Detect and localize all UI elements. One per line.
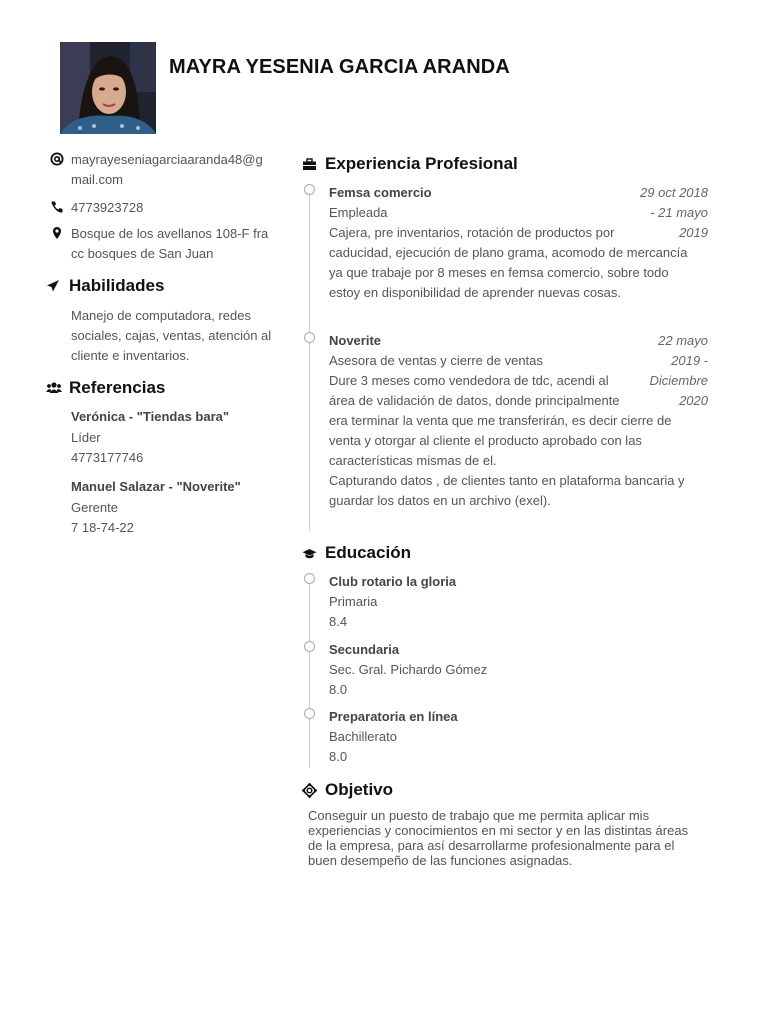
timeline-dot: [304, 641, 315, 652]
reference-item: [71, 477, 286, 538]
skills-title: Habilidades: [69, 276, 165, 295]
timeline-dot: [304, 573, 315, 584]
timeline-dot: [304, 184, 315, 195]
briefcase-icon: [302, 158, 325, 171]
education-item: [329, 572, 709, 632]
address-line: cc bosques de San Juan: [71, 246, 214, 261]
date-line: 29 oct 2018: [640, 185, 708, 200]
references-title: Referencias: [69, 378, 166, 397]
reference-phone: 7 18-74-22: [71, 520, 134, 535]
description-line: ya que trabaje por 8 meses en femsa comercio, sobre todo: [329, 265, 669, 280]
education-level: Bachillerato: [329, 729, 397, 744]
reference-role: Líder: [71, 430, 101, 445]
objective-text: [308, 808, 718, 868]
description-line: era terminar la venta que me transferirán, es decir cierre de: [329, 413, 672, 428]
experience-timeline: [309, 189, 310, 531]
education-school: Preparatoria en línea: [329, 709, 458, 724]
education-title: Educación: [325, 543, 411, 562]
experience-title: Experiencia Profesional: [325, 154, 518, 173]
description-line: caducidad, ejecución de plano grama, acomodo de mercancía: [329, 245, 688, 260]
contact-phone: [50, 198, 285, 218]
description-line: características mismas de el.: [329, 453, 497, 468]
education-item: [329, 640, 709, 700]
education-level: Sec. Gral. Pichardo Gómez: [329, 662, 488, 677]
date-line: 2019 -: [671, 353, 708, 368]
target-icon: [302, 783, 325, 798]
address-line: Bosque de los avellanos 108-F fra: [71, 226, 269, 241]
contact-email: [50, 150, 285, 190]
experience-heading: [302, 154, 518, 174]
reference-name: Manuel Salazar - "Noverite": [71, 479, 241, 494]
email-line: mail.com: [71, 172, 124, 187]
description-line: área de validación de datos, donde principalmente: [329, 393, 620, 408]
education-heading: [302, 543, 411, 563]
description-line: Dure 3 meses como vendedora de tdc, acendi al: [329, 373, 609, 388]
date-line: 2020: [679, 393, 708, 408]
description-line: Empleada: [329, 205, 388, 220]
description-line: venta y otorgar al cliente el producto aprobado con las: [329, 433, 642, 448]
date-line: Diciembre: [649, 373, 708, 388]
reference-role: Gerente: [71, 500, 118, 515]
phone-number: 4773923728: [71, 200, 144, 215]
objective-line: experiencias y conocimientos en mi sector y en las distintas áreas: [308, 823, 689, 838]
education-level: Primaria: [329, 594, 378, 609]
timeline-dot: [304, 332, 315, 343]
experience-company: Femsa comercio: [329, 185, 432, 200]
profile-photo: [60, 42, 156, 134]
skills-line: Manejo de computadora, redes: [71, 308, 251, 323]
education-grade: 8.4: [329, 614, 348, 629]
description-line: Capturando datos , de clientes tanto en plataforma bancaria y: [329, 473, 685, 488]
date-line: 2019: [679, 225, 708, 240]
users-icon: [46, 381, 69, 395]
reference-phone: 4773177746: [71, 450, 144, 465]
skills-line: sociales, cajas, ventas, atención al: [71, 328, 272, 343]
objective-line: Conseguir un puesto de trabajo que me permita aplicar mis: [308, 808, 650, 823]
education-school: Secundaria: [329, 642, 400, 657]
date-line: - 21 mayo: [650, 205, 708, 220]
skills-heading: [46, 276, 164, 296]
objective-heading: [302, 780, 393, 800]
skills-text: [71, 306, 286, 366]
education-school: Club rotario la gloria: [329, 574, 457, 589]
experience-company: Noverite: [329, 333, 382, 348]
description-line: Cajera, pre inventarios, rotación de productos por: [329, 225, 615, 240]
timeline-dot: [304, 708, 315, 719]
graduation-cap-icon: [302, 547, 325, 560]
objective-line: buen desempeño de las funciones asignadas.: [308, 853, 573, 868]
at-icon: [50, 150, 71, 190]
education-item: [329, 707, 709, 767]
description-line: guardar los datos en un archivo (exel).: [329, 493, 551, 508]
experience-description: [329, 351, 709, 511]
description-line: Asesora de ventas y cierre de ventas: [329, 353, 543, 368]
rocket-icon: [46, 279, 69, 293]
map-pin-icon: [50, 224, 71, 264]
experience-description: [329, 203, 709, 303]
references-heading: [46, 378, 165, 398]
objective-title: Objetivo: [325, 780, 394, 799]
description-line: estoy en disponibilidad de aprender nuevas cosas.: [329, 285, 621, 300]
candidate-name: MAYRA YESENIA GARCIA ARANDA: [169, 56, 510, 78]
contact-address: [50, 224, 285, 264]
education-grade: 8.0: [329, 749, 348, 764]
phone-icon: [50, 198, 71, 218]
objective-line: de la empresa, para así desarrollarme profesionalmente para el: [308, 838, 675, 853]
education-timeline: [309, 578, 310, 768]
reference-item: [71, 407, 286, 468]
skills-line: cliente e inventarios.: [71, 348, 190, 363]
reference-name: Verónica - "Tiendas bara": [71, 409, 230, 424]
date-line: 22 mayo: [658, 333, 708, 348]
education-grade: 8.0: [329, 682, 348, 697]
email-line: mayrayeseniagarciaaranda48@g: [71, 152, 263, 167]
